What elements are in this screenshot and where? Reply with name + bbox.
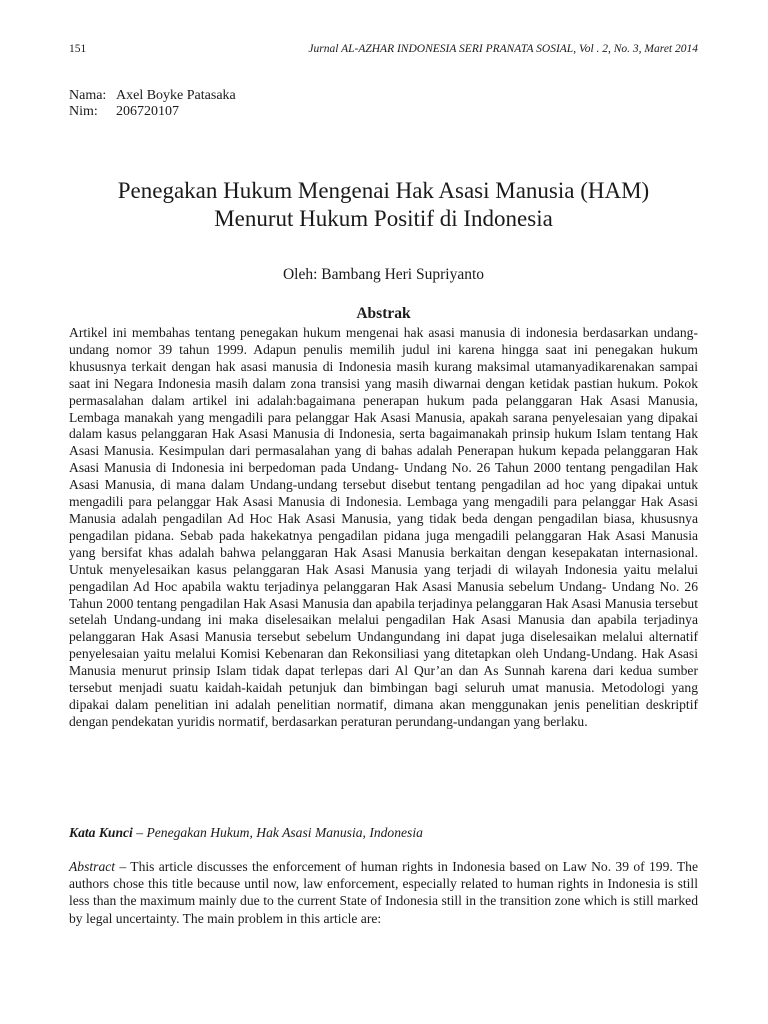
- nim-value: 206720107: [116, 104, 179, 119]
- title-line-2: Menurut Hukum Positif di Indonesia: [214, 206, 553, 231]
- keywords-label: Kata Kunci: [69, 825, 133, 840]
- paper-title: [69, 177, 698, 233]
- keywords-text: – Penegakan Hukum, Hak Asasi Manusia, Indonesia: [132, 825, 423, 840]
- student-name-row: [69, 88, 236, 104]
- page-number: 151: [69, 43, 87, 55]
- abstract-body: Artikel ini membahas tentang penegakan hukum mengenai hak asasi manusia di indonesia berdasarkan undang-undang nomor 39 tahun 1999. Adapun penulis memilih judul ini karena hingga saat ini penegakan hukum khususnya terkait dengan hak asasi manusia di Indonesia masih kurang maksimal utamanyadikarenakan sampai saat ini Negara Indonesia masih dalam zona transisi yang masih diwarnai dengan ketidak pastian hukum. Pokok permasalahan dalam artikel ini adalah:bagaimana penerapan hukum pada pelanggaran Hak Asasi Manusia, Lembaga manakah yang mengadili para pelanggar Hak Asasi Manusia, apakah sarana penyelesaian yang dipakai dalam kasus pelanggaran Hak Asasi Manusia di Indonesia, serta bagaimanakah prinsip hukum Islam tentang Hak Asasi Manusia. Kesimpulan dari permasalahan yang di bahas adalah Penerapan hukum kepada pelanggaran Hak Asasi Manusia di Indonesia ini berpedoman pada Undang- Undang No. 26 Tahun 2000 tentang pengadilan Hak Asasi Manusia, di mana dalam Undang-undang tersebut disebut tentang pengadilan ad hoc yang dipakai untuk mengadili para pelanggar Hak Asasi Manusia di Indonesia. Lembaga yang mengadili para pelanggar Hak Asasi Manusia adalah pengadilan Ad Hoc Hak Asasi Manusia, yang tidak beda dengan pengadilan biasa, khususnya pengadilan pidana. Sebab pada hakekatnya pengadilan pidana juga mengadili pelanggaran Hak Asasi Manusia yang bersifat khas adalah bahwa pelanggaran Hak Asasi Manusia berkaitan dengan kesepakatan internasional. Untuk menyelesaikan kasus pelanggaran Hak Asasi Manusia yang terjadi di wilayah Indonesia yaitu melalui pengadilan Ad Hoc apabila waktu terjadinya pelanggaran Hak Asasi Manusia sebelum Undang- Undang No. 26 Tahun 2000 tentang pengadilan Hak Asasi Manusia dan apabila terjadinya pelanggaran Hak Asasi Manusia tersebut setelah Undang-undang ini maka diselesaikan melalui pengadilan Hak Asasi Manusia dan apabila terjadinya pelanggaran Hak Asasi Manusia tersebut sebelum Undangundang ini dapat juga diselesaikan melalui alternatif penyelesaian yaitu melalui Komisi Kebenaran dan Rekonsiliasi yang ditetapkan oleh Undang-Undang. Hak Asasi Manusia menurut prinsip Islam tidak dapat terlepas dari Al Qur’an dan As Sunnah karena dari kedua sumber tersebut menjadi suatu kaidah-kaidah petunjuk dan bimbingan bagi seluruh umat manusia. Metodologi yang dipakai dalam penelitian ini adalah penelitian normatif, dimana akan menggunakan jenis penelitian deskriptif dengan pendekatan yuridis normatif, berdasarkan peraturan perundang-undangan yang berlaku.: [69, 325, 698, 729]
- english-abstract-text: – This article discusses the enforcement of human rights in Indonesia based on Law No. 39 of 199. The authors chose this title because until now, law enforcement, especially related to human rights in Indonesia is still less than the maximum mainly due to the current State of Indonesia still in the transition zone which is still marked by legal uncertainty. The main problem in this article are:: [69, 859, 698, 926]
- title-line-1: Penegakan Hukum Mengenai Hak Asasi Manusia (HAM): [117, 178, 650, 203]
- student-nim-row: [69, 104, 236, 120]
- english-abstract: [69, 858, 698, 927]
- keywords: [69, 825, 698, 841]
- journal-citation: Jurnal AL-AZHAR INDONESIA SERI PRANATA SOSIAL, Vol . 2, No. 3, Maret 2014: [308, 43, 698, 55]
- running-header: [69, 43, 698, 55]
- abstract-heading: Abstrak: [356, 305, 411, 322]
- english-abstract-label: Abstract: [69, 859, 116, 874]
- author-byline: Oleh: Bambang Heri Supriyanto: [282, 266, 485, 283]
- name-value: Axel Boyke Patasaka: [116, 88, 236, 103]
- name-label: Nama:: [69, 88, 107, 103]
- nim-label: Nim:: [69, 104, 98, 119]
- student-info: [69, 88, 236, 120]
